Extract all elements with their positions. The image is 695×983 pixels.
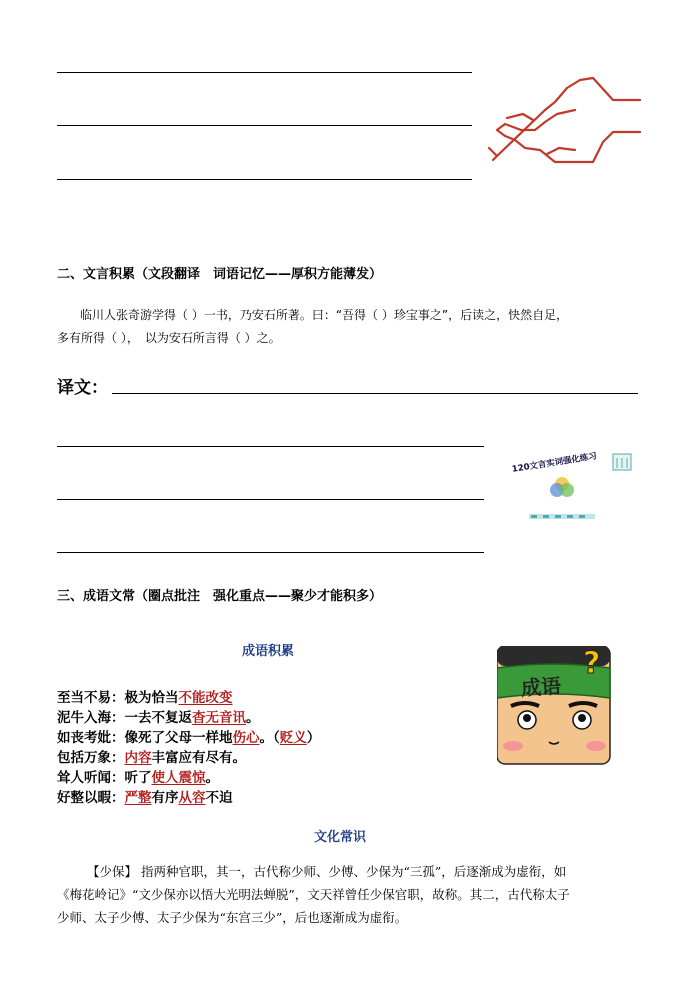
idiom-highlight: 使人震惊 bbox=[151, 770, 206, 786]
idiom-text: 像死了父母一样地 bbox=[124, 730, 233, 746]
idiom-text: 一去不复返 bbox=[124, 710, 192, 726]
culture-title: 文化常识 bbox=[314, 830, 367, 845]
idiom-highlight: 严整 bbox=[124, 790, 152, 806]
section2-heading: 二、文言积累（文段翻译 词语记忆——厚积方能薄发） bbox=[57, 267, 383, 282]
idiom-text: 丰富应有尽有。 bbox=[151, 750, 246, 766]
culture-line-1: 【少保】 指两种官职，其一，古代称少师、少傅、少保为“三孤”，后逐渐成为虚衔，如 bbox=[87, 864, 567, 879]
translation-label: 译文： bbox=[57, 378, 108, 398]
idiom-term: 如丧考妣： bbox=[57, 730, 125, 746]
idiom-line bbox=[57, 786, 233, 806]
idiom-term: 好整以暇： bbox=[57, 790, 125, 806]
idiom-highlight: 伤心 bbox=[232, 730, 260, 746]
passage-line-2: 多有所得（ ）， 以为安石所言得（ ）之。 bbox=[57, 331, 281, 345]
idiom-line bbox=[57, 746, 246, 766]
section3-heading: 三、成语文常（圈点批注 强化重点——聚少才能积多） bbox=[57, 589, 383, 604]
writing-hand-icon bbox=[485, 70, 643, 165]
answer-line-3 bbox=[57, 552, 484, 553]
idiom-text: 有序 bbox=[151, 790, 179, 806]
idiom-highlight: 贬义 bbox=[279, 730, 307, 746]
idiom-text: 不迫 bbox=[205, 790, 233, 806]
answer-line-1 bbox=[57, 446, 484, 447]
answer-line-2 bbox=[57, 499, 484, 500]
question-mark: ? bbox=[583, 646, 601, 681]
idiom-line bbox=[57, 766, 219, 786]
idiom-title: 成语积累 bbox=[242, 644, 295, 659]
idiom-text: 极为恰当 bbox=[124, 690, 179, 706]
idiom-term: 至当不易： bbox=[57, 690, 125, 706]
writing-line-3 bbox=[57, 179, 472, 180]
idiom-line bbox=[57, 706, 260, 726]
idiom-highlight: 从容 bbox=[178, 790, 206, 806]
idiom-text: 。 bbox=[246, 710, 260, 726]
idiom-line bbox=[57, 686, 233, 706]
translation-line bbox=[112, 393, 638, 394]
culture-line-2: 《梅花岭记》“文少保亦以悟大光明法蝉脱”，文天祥曾任少保官职，故称。其二，古代称太子 bbox=[57, 887, 570, 902]
idiom-text: 。（ bbox=[259, 730, 280, 746]
idiom-term: 包括万象： bbox=[57, 750, 125, 766]
idiom-text: 。 bbox=[205, 770, 219, 786]
badge-text: 120文言实词强化练习 bbox=[511, 451, 598, 475]
badge-icon bbox=[505, 450, 643, 525]
idiom-highlight: 内容 bbox=[124, 750, 152, 766]
idiom-text: ） bbox=[306, 730, 321, 746]
writing-line-1 bbox=[57, 72, 472, 73]
idiom-highlight: 不能改变 bbox=[178, 690, 233, 706]
idiom-term: 耸人听闻： bbox=[57, 770, 125, 786]
culture-line-3: 少师、太子少傅、太子少保为“东宫三少”，后也逐渐成为虚衔。 bbox=[57, 910, 408, 925]
idiom-face-icon bbox=[497, 646, 612, 766]
idiom-line bbox=[57, 726, 320, 746]
passage-line-1: 临川人张奇游学得（ ）一书，乃安石所著。曰：“吾得（ ）珍宝事之”，后读之，快然自足， bbox=[80, 308, 569, 322]
headband-text: 成语 bbox=[520, 673, 562, 701]
writing-line-2 bbox=[57, 125, 472, 126]
idiom-text: 听了 bbox=[124, 770, 152, 786]
idiom-term: 泥牛入海： bbox=[57, 710, 125, 726]
idiom-highlight: 杳无音讯 bbox=[192, 710, 246, 726]
